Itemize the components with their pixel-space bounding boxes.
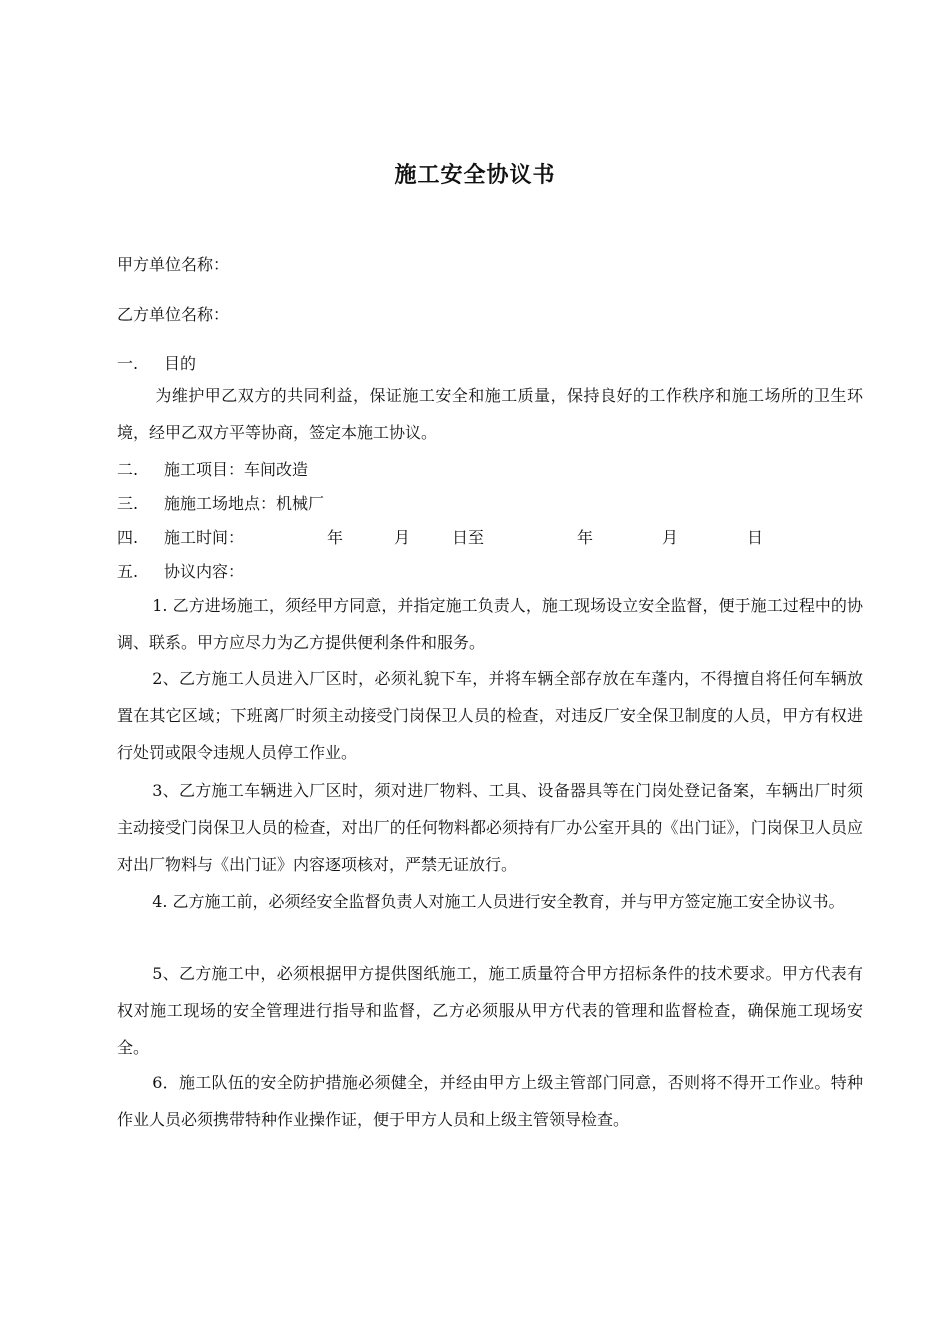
section-2-number: 二. — [117, 460, 139, 479]
clause-4: 4. 乙方施工前，必须经安全监督负责人对施工人员进行安全教育，并与甲方签定施工安全协议书。 — [152, 892, 845, 911]
clause-5: 5、乙方施工中，必须根据甲方提供图纸施工，施工质量符合甲方招标条件的技术要求。甲方代表有权对施工现场的安全管理进行指导和监督，乙方必须服从甲方代表的管理和监督检查，确保施工现场安全。 — [117, 964, 863, 1057]
section-5-label: 协议内容： — [164, 562, 245, 581]
clause-1: 1. 乙方进场施工，须经甲方同意，并指定施工负责人，施工现场设立安全监督，便于施工过程中的协调、联系。甲方应尽力为乙方提供便利条件和服务。 — [117, 596, 863, 652]
section-1-number: 一. — [117, 354, 139, 373]
section-3-heading — [117, 491, 324, 514]
end-month-label: 月 — [662, 528, 679, 547]
end-day-label: 日 — [747, 528, 764, 547]
section-3-text: 施施工场地点：机械厂 — [164, 494, 325, 513]
section-5-heading — [117, 559, 244, 582]
section-1-label: 目的 — [164, 354, 197, 373]
clause-3: 3、乙方施工车辆进入厂区时，须对进厂物料、工具、设备器具等在门岗处登记备案，车辆出厂时须主动接受门岗保卫人员的检查，对出厂的任何物料都必须持有厂办公室开具的《出门证》，门岗保卫人员应对出厂物料与《出门证》内容逐项核对，严禁无证放行。 — [117, 781, 863, 874]
section-5-number: 五. — [117, 562, 139, 581]
clause-2: 2、乙方施工人员进入厂区时，必须礼貌下车，并将车辆全部存放在车蓬内，不得擅自将任何车辆放置在其它区域；下班离厂时须主动接受门岗保卫人员的检查，对违反厂安全保卫制度的人员，甲方有权进行处罚或限令违规人员停工作业。 — [117, 669, 863, 762]
party-b-label: 乙方单位名称： — [117, 305, 230, 324]
section-1-heading — [117, 351, 196, 374]
section-2-text: 施工项目：车间改造 — [164, 460, 309, 479]
section-1-text: 为维护甲乙双方的共同利益，保证施工安全和施工质量，保持良好的工作秩序和施工场所的卫生环境，经甲乙双方平等协商，签定本施工协议。 — [117, 386, 863, 442]
section-3-number: 三. — [117, 494, 139, 513]
section-4-heading — [117, 525, 863, 547]
start-year-label: 年 — [327, 528, 344, 547]
end-year-label: 年 — [577, 528, 594, 547]
section-2-heading — [117, 457, 308, 480]
start-month-label: 月 — [394, 528, 411, 547]
start-day-label: 日至 — [452, 528, 485, 547]
party-a-label: 甲方单位名称： — [117, 255, 230, 274]
section-4-label: 施工时间： — [164, 528, 245, 547]
document-title: 施工安全协议书 — [394, 162, 556, 188]
section-4-number: 四. — [117, 528, 139, 547]
clause-6: 6．施工队伍的安全防护措施必须健全，并经由甲方上级主管部门同意，否则将不得开工作业。特种作业人员必须携带特种作业操作证，便于甲方人员和上级主管领导检查。 — [117, 1073, 863, 1129]
